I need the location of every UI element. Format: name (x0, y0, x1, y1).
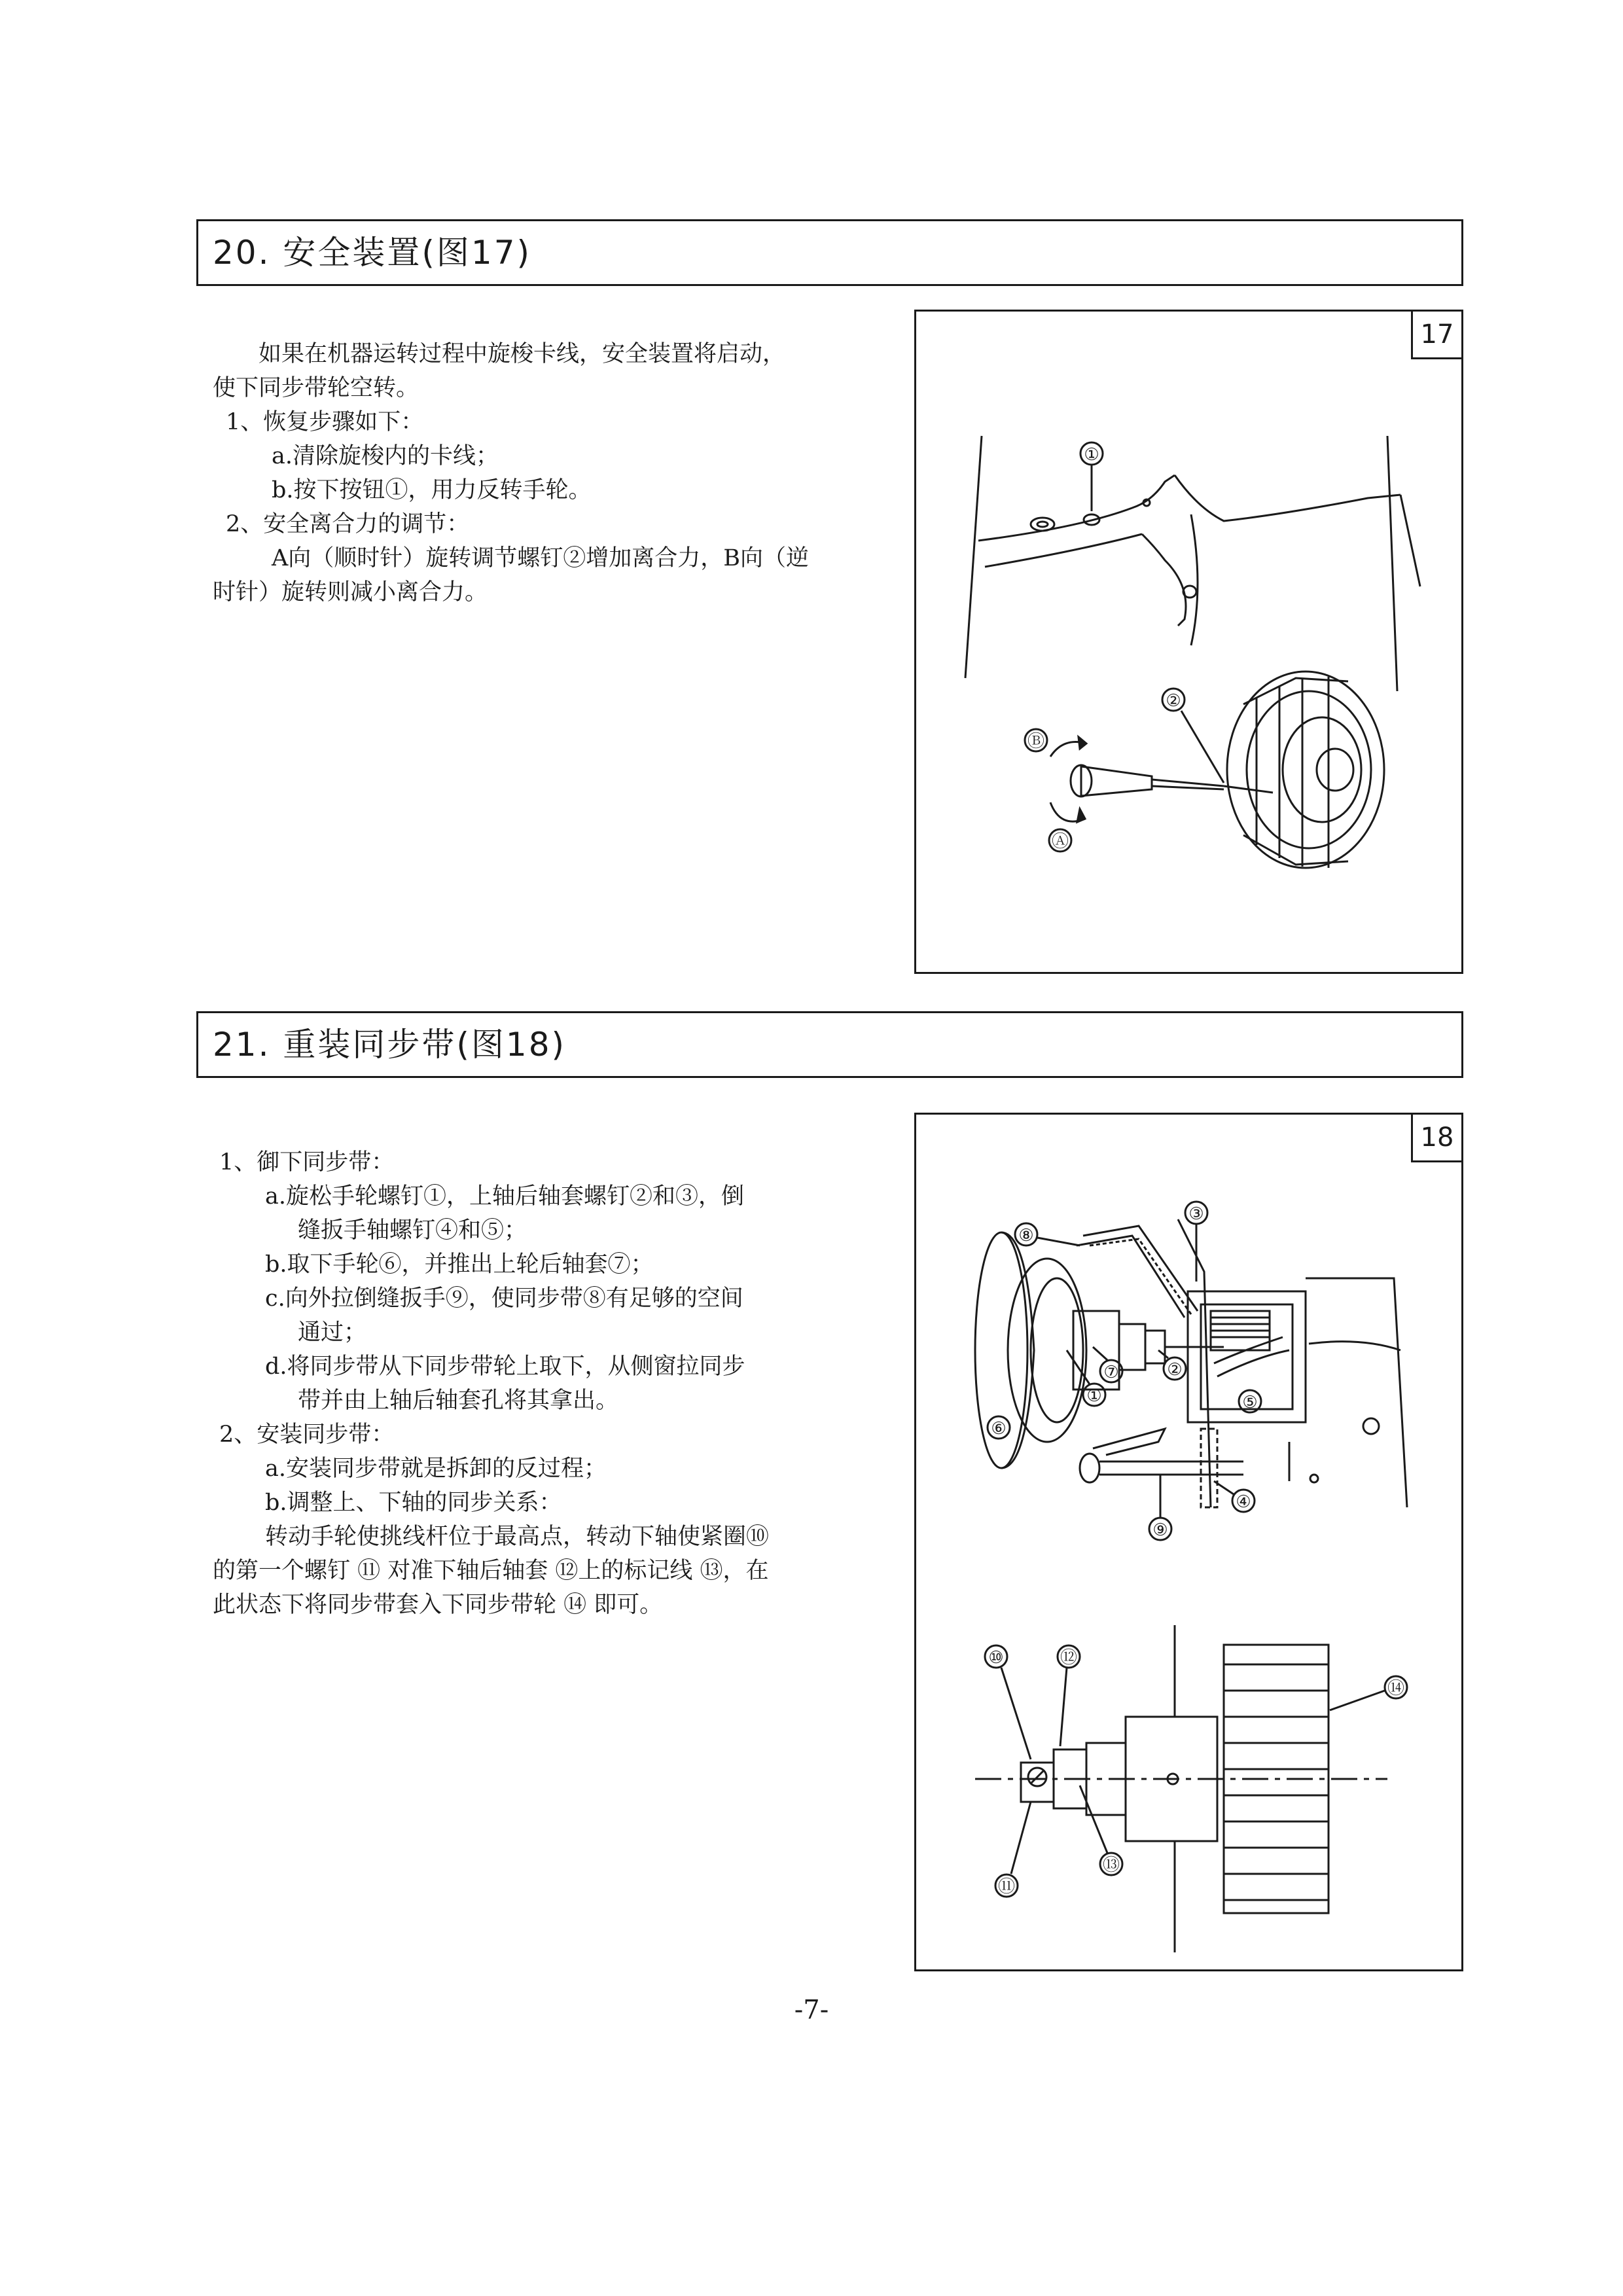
text-line: 2、安装同步带： (219, 1422, 395, 1448)
label-screw: ② (1166, 691, 1181, 711)
text-line: 此状态下将同步带套入下同步带轮 ⑭ 即可。 (213, 1592, 663, 1618)
text-line: 通过； (298, 1319, 367, 1346)
text-line: d.将同步带从下同步带轮上取下，从侧窗拉同步 (265, 1354, 745, 1380)
label-12: ⑫ (1060, 1648, 1078, 1668)
label-4: ④ (1236, 1492, 1251, 1512)
text-line: 转动手轮使挑线杆位于最高点，转动下轴使紧圈⑩ (265, 1524, 770, 1550)
figure-number: 17 (1411, 310, 1463, 359)
text-line: 时针）旋转则减小离合力。 (213, 579, 488, 605)
figure-18 (914, 1113, 1463, 1971)
label-6: ⑥ (991, 1419, 1007, 1439)
label-10: ⑩ (988, 1648, 1004, 1668)
section-20-body (213, 337, 919, 609)
text-line: c.向外拉倒缝扳手⑨，使同步带⑧有足够的空间 (265, 1285, 743, 1312)
label-13: ⑬ (1102, 1856, 1120, 1875)
text-line: 的第一个螺钉 ⑪ 对准下轴后轴套 ⑫上的标记线 ⑬，在 (213, 1558, 769, 1584)
section-21-title: 21. 重装同步带(图18) (196, 1011, 1463, 1078)
figure-17-drawing (916, 312, 1465, 976)
text-line: 2、安全离合力的调节： (226, 511, 470, 537)
label-2: ② (1167, 1360, 1183, 1380)
text-line: 如果在机器运转过程中旋梭卡线，安全装置将启动， (259, 341, 786, 367)
label-11: ⑪ (997, 1877, 1016, 1897)
text-line: 缝扳手轴螺钉④和⑤； (298, 1217, 527, 1244)
section-21-body (213, 1145, 926, 1622)
label-14: ⑭ (1387, 1679, 1405, 1698)
text-line: a.旋松手轮螺钉①，上轴后轴套螺钉②和③，倒 (265, 1183, 744, 1210)
text-line: 使下同步带轮空转。 (213, 375, 419, 401)
text-line: 带并由上轴后轴套孔将其拿出。 (298, 1388, 619, 1414)
label-dir-a: Ⓐ (1051, 832, 1069, 852)
text-line: A向（顺时针）旋转调节螺钉②增加离合力，B向（逆 (272, 545, 809, 571)
section-20-title: 20. 安全装置(图17) (196, 219, 1463, 286)
page-number: -7- (794, 1995, 829, 2025)
text-line: 1、恢复步骤如下： (226, 409, 424, 435)
figure-number: 18 (1411, 1113, 1463, 1162)
label-8: ⑧ (1018, 1226, 1034, 1246)
text-line: b.取下手轮⑥，并推出上轮后轴套⑦； (265, 1251, 654, 1278)
label-7: ⑦ (1103, 1363, 1119, 1382)
label-button: ① (1084, 445, 1099, 465)
text-line: b.按下按钮①，用力反转手轮。 (272, 477, 592, 503)
text-line: a.安装同步带就是拆卸的反过程； (265, 1456, 607, 1482)
text-line: 1、御下同步带： (219, 1149, 395, 1175)
label-9: ⑨ (1152, 1520, 1168, 1540)
text-line: b.调整上、下轴的同步关系： (265, 1490, 562, 1516)
figure-18-drawing (916, 1115, 1465, 1973)
label-5: ⑤ (1242, 1393, 1258, 1412)
label-1: ① (1086, 1386, 1102, 1406)
figure-17 (914, 310, 1463, 974)
text-line: a.清除旋梭内的卡线； (272, 443, 499, 469)
label-3: ③ (1188, 1204, 1204, 1224)
label-dir-b: Ⓑ (1027, 732, 1045, 751)
